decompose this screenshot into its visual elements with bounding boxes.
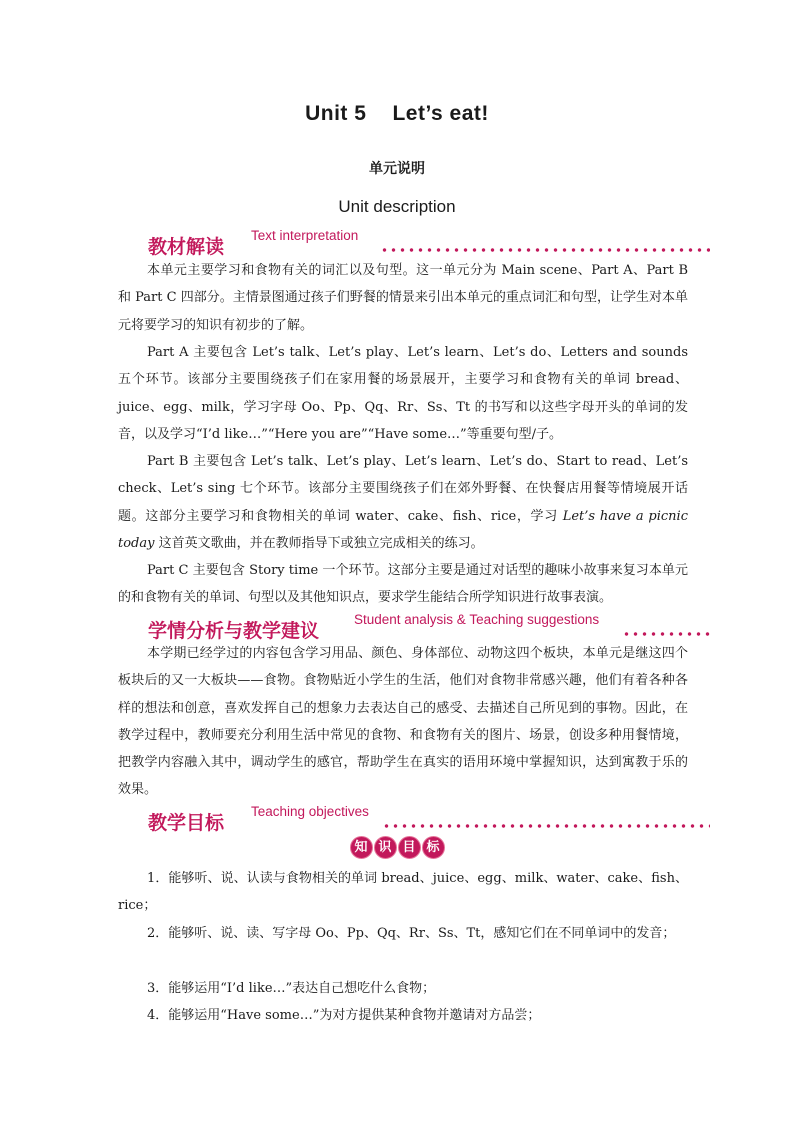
badge-char: 识 [374,836,397,859]
objective-item-3: 3．能够运用“I’d like…”表达自己想吃什么食物； [147,981,436,996]
part-b-text-2: 这首英文歌曲，并在教师指导下或独立完成相关的练习。 [154,535,484,551]
knowledge-objectives-badge [0,836,794,860]
unit-number: Unit 5 [305,102,367,125]
subtitle-english: Unit description [338,197,456,216]
paragraph-part-c: Part C 主要包含 Story time 一个环节。这部分主要是通过对话型的趣味小故事来复习本单元的和食物有关的单词、句型以及其他知识点，要求学生能结合所学知识进行故事表演。 [118,563,688,606]
section-title-cn: 教学目标 [148,812,225,834]
dotted-divider [380,248,710,252]
section-title-cn: 学情分析与教学建议 [148,620,320,642]
objective-item-4: 4．能够运用“Have some…”为对方提供某种食物并邀请对方品尝； [147,1008,541,1023]
paragraph-part-b [118,448,688,557]
dotted-divider [622,632,710,636]
part-b-text-1: Part B 主要包含 Let’s talk、Let’s play、Let’s learn、Let’s do、Start to read、Let’s check、Let’s sing 七个环节。该部分主要围绕孩子们在郊外野餐、在快餐店用餐等情境展开话题。这部分主要学习和食物相关的单词 water、cake、fish、rice，学习 [118,454,688,524]
section-title-en: Text interpretation [251,228,359,243]
badge-char: 目 [398,836,421,859]
song-title: Let’s have a picnic today [118,508,688,551]
section-title-en: Teaching objectives [251,804,369,819]
badge-char: 标 [422,836,445,859]
dotted-divider [382,824,710,828]
badge-char: 知 [350,836,373,859]
paragraph-student-analysis: 本学期已经学过的内容包含学习用品、颜色、身体部位、动物这四个板块，本单元是继这四个板块后的又一大板块——食物。食物贴近小学生的生活，他们对食物非常感兴趣，他们有着各种各样的想法和创意，喜欢发挥自己的想象力去表达自己的感受、去描述自己所见到的事物。因此，在教学过程中，教师要充分利用生活中常见的食物、和食物有关的图片、场景，创设多种用餐情境，把教学内容融入其中，调动学生的感官，帮助学生在真实的语用环境中掌握知识，达到寓教于乐的效果。 [118,646,688,798]
page-title [0,102,794,126]
paragraph-part-a: Part A 主要包含 Let’s talk、Let’s play、Let’s learn、Let’s do、Letters and sounds 五个环节。该部分主要围绕孩子们在家用餐的场景展开，主要学习和食物有关的单词 bread、juice、egg、milk，学习字母 Oo、Pp、Qq、Rr、Ss、Tt 的书写和以这些字母开头的单词的发音，以及学习“I’d like…”“Here you are”“Have some…”等重要句型/子。 [118,345,688,442]
objective-item-1: 1．能够听、说、认读与食物相关的单词 bread、juice、egg、milk、water、cake、fish、rice； [118,871,688,914]
section-title-cn: 教材解读 [148,236,225,258]
objective-item-2: 2．能够听、说、读、写字母 Oo、Pp、Qq、Rr、Ss、Tt，感知它们在不同单词中的发音； [147,926,676,941]
unit-title: Let’s eat! [392,102,489,125]
section-heading-teaching-objectives [148,806,710,836]
section-title-en: Student analysis & Teaching suggestions [354,612,600,627]
section-heading-text-interpretation [148,230,710,260]
subtitle-chinese: 单元说明 [369,161,425,177]
paragraph-intro: 本单元主要学习和食物有关的词汇以及句型。这一单元分为 Main scene、Part A、Part B 和 Part C 四部分。主情景图通过孩子们野餐的情景来引出本单元的重点词汇和句型，让学生对本单元将要学习的知识有初步的了解。 [118,263,688,333]
